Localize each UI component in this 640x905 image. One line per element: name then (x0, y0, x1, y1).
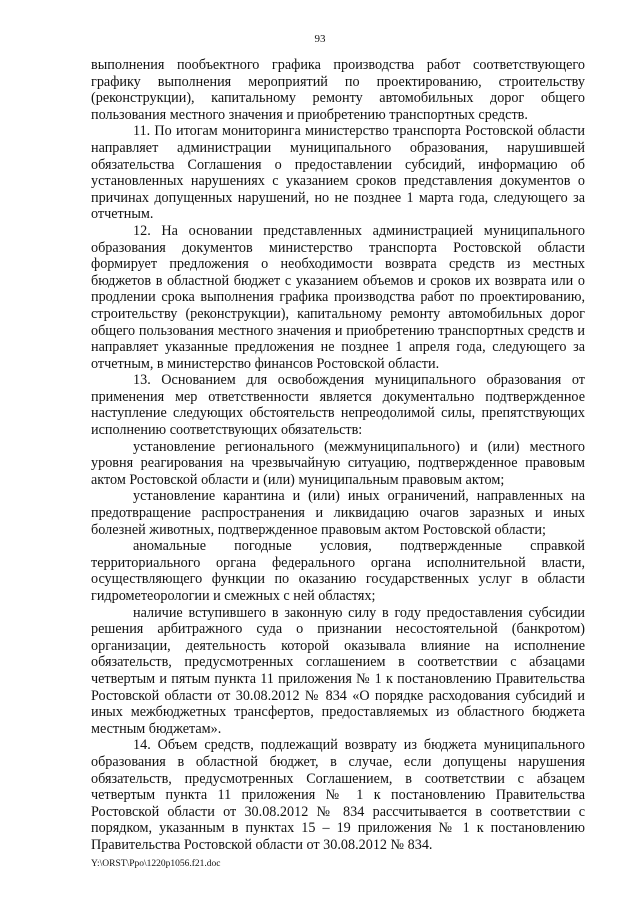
paragraph-weather-conditions: аномальные погодные условия, подтвержденные справкой территориального органа федерального органа исполнительной власти, осуществляющего функции по оказанию государственных услуг в области гидрометеорологии и смежных с ней областях; (91, 538, 585, 604)
page-number: 93 (314, 33, 326, 45)
paragraph-item-11: 11. По итогам мониторинга министерство транспорта Ростовской области направляет администрации муниципального образования, нарушившей обязательства Соглашения о предоставлении субсидий, информацию об установленных нарушениях с указанием сроков представления документов о причинах допущенных нарушений, но не позднее 1 марта года, следующего за отчетным. (91, 123, 585, 223)
paragraph-item-12: 12. На основании представленных администрацией муниципального образования документов министерство транспорта Ростовской области формирует предложения о необходимости возврата средств из местных бюджетов в областной бюджет с указанием объемов и сроков их возврата или о продлении срока выполнения графика производства работ по проектированию, строительству (реконструкции), капитальному ремонту автомобильных дорог общего пользования местного значения и приобретению транспортных средств и направляет указанные предложения не позднее 1 апреля года, следующего за отчетным, в министерство финансов Ростовской области. (91, 222, 585, 372)
paragraph-bankruptcy: наличие вступившего в законную силу в году предоставления субсидии решения арбитражного суда о признании несостоятельной (банкротом) организации, деятельность которой оказывала влияние на исполнение обязательств, предусмотренных соглашением в соответствии с абзацами четвертым и пятым пункта 11 приложения № 1 к постановлению Правительства Ростовской области от 30.08.2012 № 834 «О порядке расходования субсидий и иных межбюджетных трансфертов, предоставляемых из областного бюджета местным бюджетам». (91, 604, 585, 737)
paragraph-continuation: выполнения пообъектного графика производства работ соответствующего графику выполнения мероприятий по проектированию, строительству (реконструкции), капитальному ремонту автомобильных дорог общего пользования местного значения и приобретению транспортных средств. (91, 57, 585, 123)
paragraph-item-14: 14. Объем средств, подлежащий возврату из бюджета муниципального образования в областной бюджет, в случае, если допущены нарушения обязательств, предусмотренных Соглашением, в соответствии с абзацем четвертым пункта 11 приложения № 1 к постановлению Правительства Ростовской области от 30.08.2012 № 834 рассчитывается в соответствии с порядком, указанным в пунктах 15 – 19 приложения № 1 к постановлению Правительства Ростовской области от 30.08.2012 № 834. (91, 737, 585, 853)
paragraph-emergency-regime: установление регионального (межмуниципального) и (или) местного уровня реагирования на чрезвычайную ситуацию, подтвержденное правовым актом Ростовской области и (или) муниципальным правовым актом; (91, 438, 585, 488)
footer-file-path: Y:\ORST\Ppo\1220p1056.f21.doc (91, 859, 221, 869)
paragraph-quarantine: установление карантина и (или) иных ограничений, направленных на предотвращение распространения и ликвидацию очагов заразных и иных болезней животных, подтвержденное правовым актом Ростовской области; (91, 488, 585, 538)
document-body (91, 57, 585, 854)
paragraph-item-13: 13. Основанием для освобождения муниципального образования от применения мер ответственности является документально подтвержденное наступление следующих обстоятельств непреодолимой силы, препятствующих исполнению соответствующих обязательств: (91, 372, 585, 439)
